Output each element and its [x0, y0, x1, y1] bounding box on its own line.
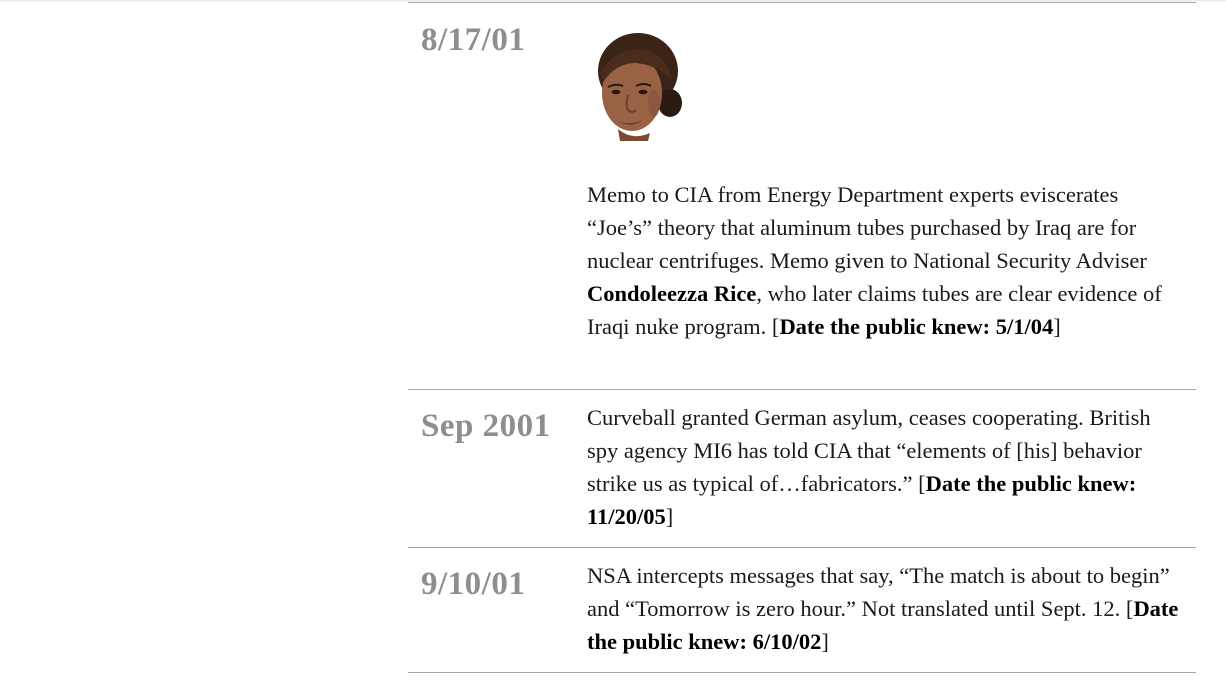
closing-bracket: ] [665, 504, 674, 529]
public-knew-date: Date the public knew: 6/10/02 [587, 596, 1179, 654]
entry-text [587, 559, 1187, 658]
entry-date: Sep 2001 [421, 408, 551, 444]
timeline-entry [408, 389, 1196, 547]
entry-text-part: Curveball granted German asylum, ceases cooperating. British spy agency MI6 has told CIA that “elements of [his] behavior strike us as typical of…fabricators.” [ [587, 405, 1151, 496]
portrait-image [588, 29, 682, 141]
entry-text-part: NSA intercepts messages that say, “The match is about to begin” and “Tomorrow is zero hour.” Not translated until Sept. 12. [ [587, 563, 1170, 621]
closing-bracket: ] [1053, 314, 1061, 339]
entry-text [587, 178, 1187, 343]
entry-text-part: , who later claims tubes are clear evidence of Iraqi nuke program. [ [587, 281, 1162, 339]
timeline-entry [408, 547, 1196, 673]
timeline-entry [408, 2, 1196, 389]
entry-date: 9/10/01 [421, 566, 526, 602]
public-knew-date: Date the public knew: 5/1/04 [779, 314, 1054, 339]
entry-text-part: Memo to CIA from Energy Department experts eviscerates “Joe’s” theory that aluminum tubes purchased by Iraq are for nuclear centrifuges. Memo given to National Security Adviser [587, 182, 1147, 273]
entry-text [587, 401, 1187, 533]
person-name: Condoleezza Rice [587, 281, 757, 306]
timeline [408, 2, 1196, 673]
entry-date: 8/17/01 [421, 22, 526, 58]
closing-bracket: ] [821, 629, 829, 654]
public-knew-date: Date the public knew: 11/20/05 [587, 471, 1137, 529]
